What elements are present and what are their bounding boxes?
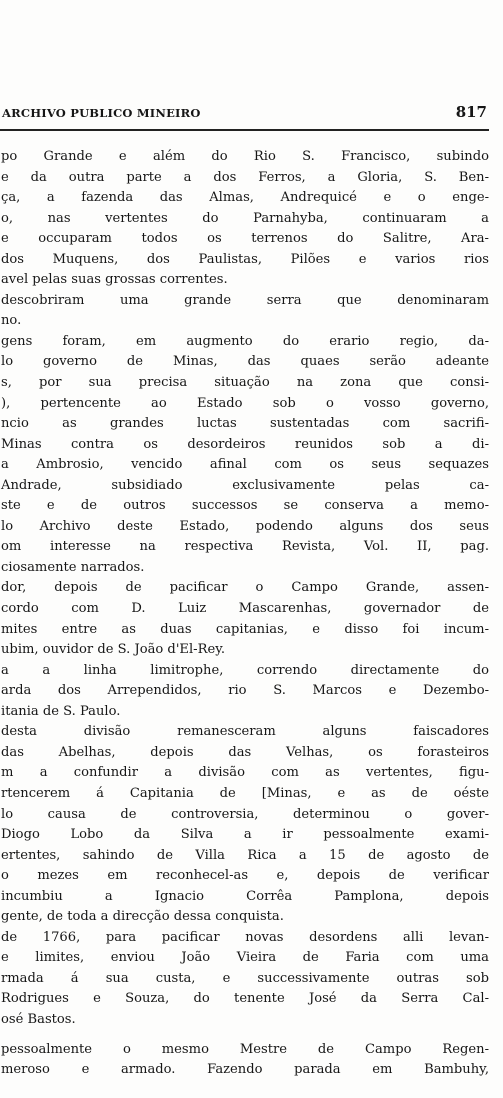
text-line: cordo com D. Luiz Mascarenhas, governador de	[1, 601, 489, 617]
header-rule	[0, 129, 489, 131]
text-line: rmada á sua custa, e successivamente outras sob	[1, 970, 489, 986]
text-line: dos Muquens, dos Paulistas, Pilões e varios rios	[1, 251, 489, 267]
text-line: de 1766, para pacificar novas desordens alli levan-	[1, 929, 489, 945]
text-line: Minas contra os desordeiros reunidos sob a di-	[1, 436, 489, 452]
text-line: e da outra parte a dos Ferros, a Gloria, S. Ben-	[1, 169, 489, 185]
text-line: po Grande e além do Rio S. Francisco, subindo	[1, 149, 489, 164]
text-line: ste e de outros successos se conserva a memo-	[1, 498, 489, 514]
text-line: gente, de toda a direcção dessa conquista.	[1, 909, 284, 925]
text-line: s, por sua precisa situação na zona que consi-	[1, 375, 489, 391]
text-line: mites entre as duas capitanias, e disso foi incum-	[1, 621, 489, 637]
text-line: om interesse na respectiva Revista, Vol. II, pag.	[1, 539, 489, 555]
text-line: lo causa de controversia, determinou o gover-	[1, 806, 489, 822]
text-line: desta divisão remanesceram alguns faiscadores	[1, 724, 489, 740]
text-line: incumbiu a Ignacio Corrêa Pamplona, depois	[1, 888, 489, 904]
text-line: no.	[1, 313, 22, 329]
text-line: gens foram, em augmento do erario regio, da-	[1, 333, 489, 349]
page-header	[0, 103, 503, 126]
text-line: arda dos Arrependidos, rio S. Marcos e Dezembo-	[1, 683, 489, 699]
text-line: ), pertencente ao Estado sob o vosso governo,	[1, 395, 489, 411]
text-line: meroso e armado. Fazendo parada em Bambuhy,	[1, 1062, 489, 1078]
text-line: avel pelas suas grossas correntes.	[1, 272, 228, 288]
text-line: e occuparam todos os terrenos do Salitre, Ara-	[1, 231, 489, 247]
text-line: o, nas vertentes do Parnahyba, continuaram a	[1, 210, 489, 226]
text-line: o mezes em reconhecel-as e, depois de verificar	[1, 868, 489, 884]
text-line: ciosamente narrados.	[1, 559, 145, 575]
text-line: m a confundir a divisão com as vertentes, figu-	[1, 765, 489, 781]
page-number: 817	[455, 103, 487, 121]
text-line: das Abelhas, depois das Velhas, os forasteiros	[1, 744, 489, 760]
text-line: ça, a fazenda das Almas, Andrequicé e o enge-	[1, 190, 489, 206]
text-line: rtencerem á Capitania de [Minas, e as de oéste	[1, 785, 489, 801]
text-line: ertentes, sahindo de Villa Rica a 15 de agosto de	[1, 847, 489, 863]
running-title: ARCHIVO PUBLICO MINEIRO	[2, 106, 201, 120]
text-line: a Ambrosio, vencido afinal com os seus sequazes	[1, 457, 489, 473]
paragraph-gap	[0, 1031, 489, 1040]
text-line: lo governo de Minas, das quaes serão adeante	[1, 354, 489, 370]
text-line: ncio as grandes luctas sustentadas com sacrifi-	[1, 416, 489, 432]
text-line: Andrade, subsidiado exclusivamente pelas ca-	[1, 477, 489, 493]
text-line: itania de S. Paulo.	[1, 703, 121, 719]
text-line: osé Bastos.	[1, 1011, 76, 1027]
text-line: pessoalmente o mesmo Mestre de Campo Regen-	[1, 1041, 489, 1057]
text-line: Diogo Lobo da Silva a ir pessoalmente exami-	[1, 827, 489, 843]
text-line: a a linha limitrophe, correndo directamente do	[1, 662, 489, 678]
text-line: Rodrigues e Souza, do tenente José da Serra Cal-	[1, 991, 489, 1007]
text-line: descobriram uma grande serra que denominaram	[1, 292, 489, 308]
text-line: dor, depois de pacificar o Campo Grande, assen-	[1, 580, 489, 596]
text-line: lo Archivo deste Estado, podendo alguns dos seus	[1, 518, 489, 534]
body-text	[0, 147, 489, 1081]
text-line: e limites, enviou João Vieira de Faria com uma	[1, 950, 489, 966]
text-line: ubim, ouvidor de S. João d'El-Rey.	[1, 642, 226, 658]
